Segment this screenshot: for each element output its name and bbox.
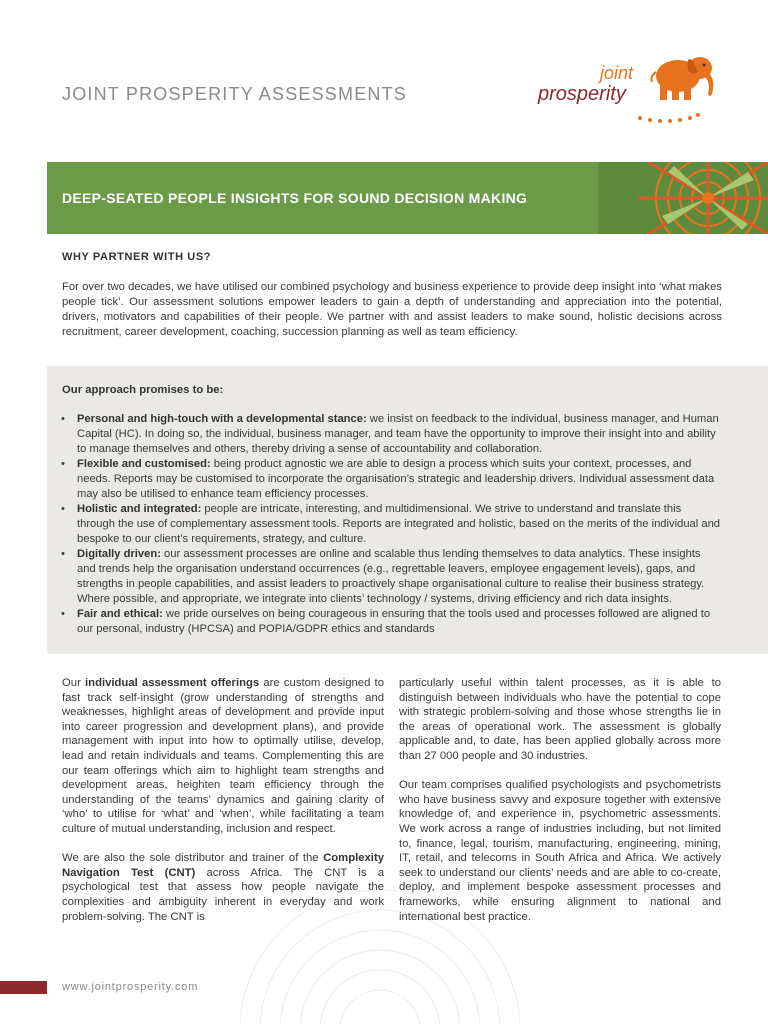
approach-box xyxy=(47,366,768,654)
bold-span: Complexity Navigation Test (CNT) xyxy=(62,852,384,879)
intro-paragraph: For over two decades, we have utilised our combined psychology and business experience to provide deep insight into ‘what makes people tick’. Our assessment solutions empower leaders to gain a depth of understanding and appreciation into the potential, drivers, motivators and capabilities of their people. We partner with and assist leaders to make sound, holistic decisions across recruitment, career development, coaching, succession planning as well as team efficiency. xyxy=(62,281,722,338)
approach-list xyxy=(61,412,721,637)
approach-heading: Our approach promises to be: xyxy=(62,384,224,396)
list-item xyxy=(61,502,721,547)
cnt-paragraph xyxy=(62,851,384,924)
offerings-paragraph xyxy=(62,676,384,837)
bold-span: individual assessment offerings xyxy=(85,677,260,689)
list-item xyxy=(61,457,721,502)
item-text: being product agnostic we are able to design a process which suits your context, processes, and needs. Reports may be customised to incorporate the organisation’s strategic and leadership drivers. Individual assessment data may also be utilised to enhance team efficiency processes. xyxy=(77,458,715,500)
left-column xyxy=(62,676,384,939)
item-lead: Fair and ethical: xyxy=(77,608,163,620)
item-lead: Flexible and customised: xyxy=(77,458,211,470)
company-logo[interactable] xyxy=(536,50,726,125)
item-lead: Personal and high-touch with a developmental stance: xyxy=(77,413,367,425)
elephant-icon xyxy=(648,50,722,104)
dotted-arc-icon xyxy=(636,112,716,126)
text-span: Our xyxy=(62,677,86,689)
item-text: people are intricate, interesting, and multidimensional. We strive to understand and translate this through the use of complementary assessment tools. Reports are integrated and holistic, based on the merits of the individual and bespoke to our client’s requirements, strategy, and culture. xyxy=(77,503,721,545)
african-pattern-icon xyxy=(598,162,768,234)
list-item xyxy=(61,607,721,637)
why-partner-heading: WHY PARTNER WITH US? xyxy=(62,251,212,263)
cnt-continued-paragraph: particularly useful within talent processes, as it is able to distinguish between individuals who have the potential to cope with strategic problem-solving and those whose strengths lie in the areas of operational work. The assessment is globally applicable and, to date, has been applied globally across more than 27 000 people and 30 industries. xyxy=(399,677,721,762)
item-text: our assessment processes are online and scalable thus lending themselves to data analytics. These insights and trends help the organisation understand occurrences (e.g., regrettable leavers, employee engagement levels), gaps, and strengths in people capabilities, and assist leaders to proactively shape organisational culture to realise their business strategy. Where possible, and appropriate, we integrate into clients’ technology / systems, driving efficiency and rich data insights. xyxy=(77,548,705,605)
page-title: JOINT PROSPERITY ASSESSMENTS xyxy=(62,84,408,104)
banner xyxy=(47,162,768,234)
banner-title: DEEP-SEATED PEOPLE INSIGHTS FOR SOUND DECISION MAKING xyxy=(62,190,528,206)
text-span: are custom designed to fast track self-insight (grow understanding of strengths and weaknesses, highlight areas of development and provide input into career progression and development plans), and provide management with input into how to optimally utilise, develop, lead and retain individuals and teams. Complementing this are our team offerings which aim to highlight team strengths and development areas, heighten team efficiency through the understanding of the teams’ dynamics and gaining clarity of ‘who’ to utilise for ‘what’ and ‘when’, while facilitating a team culture of mutual understanding, inclusion and respect. xyxy=(62,677,384,835)
text-span: We are also the sole distributor and trainer of the xyxy=(62,852,324,865)
right-column xyxy=(399,676,721,939)
logo-word-joint: joint xyxy=(600,63,634,83)
item-text: we pride ourselves on being courageous in ensuring that the tools used and processes followed are aligned to our personal, industry (HPCSA) and POPIA/GDPR ethics and standards xyxy=(77,608,711,635)
item-text: we insist on feedback to the individual, business manager, and Human Capital (HC). In doing so, the individual, business manager, and team have the opportunity to improve their insight into and ability to manage themselves and others, thereby driving a sense of accountability and collaboration. xyxy=(77,413,719,455)
text-span: across Africa. The CNT is a psychological test that assess how people navigate the complexities and ambiguity inherent in everyday and work problem-solving. The CNT is xyxy=(62,866,384,923)
logo-word-prosperity: prosperity xyxy=(538,83,626,105)
footer-accent-bar xyxy=(0,981,47,994)
item-lead: Digitally driven: xyxy=(77,548,161,560)
item-lead: Holistic and integrated: xyxy=(77,503,202,515)
website-link[interactable]: www.jointprosperity.com xyxy=(62,981,199,993)
team-paragraph: Our team comprises qualified psychologists and psychometrists who have business savvy and exposure together with extensive knowledge of, and experience in, psychometric assessments. We work across a range of industries including, but not limited to, finance, legal, tourism, manufacturing, engineering, mining, IT, retail, and telecoms in South Africa and Africa. We actively seek to understand our clients’ needs and are able to co-create, deploy, and implement bespoke assessment processes and frameworks, while ensuring alignment to national and international best practice. xyxy=(399,779,721,923)
list-item xyxy=(61,547,721,607)
list-item xyxy=(61,412,721,457)
